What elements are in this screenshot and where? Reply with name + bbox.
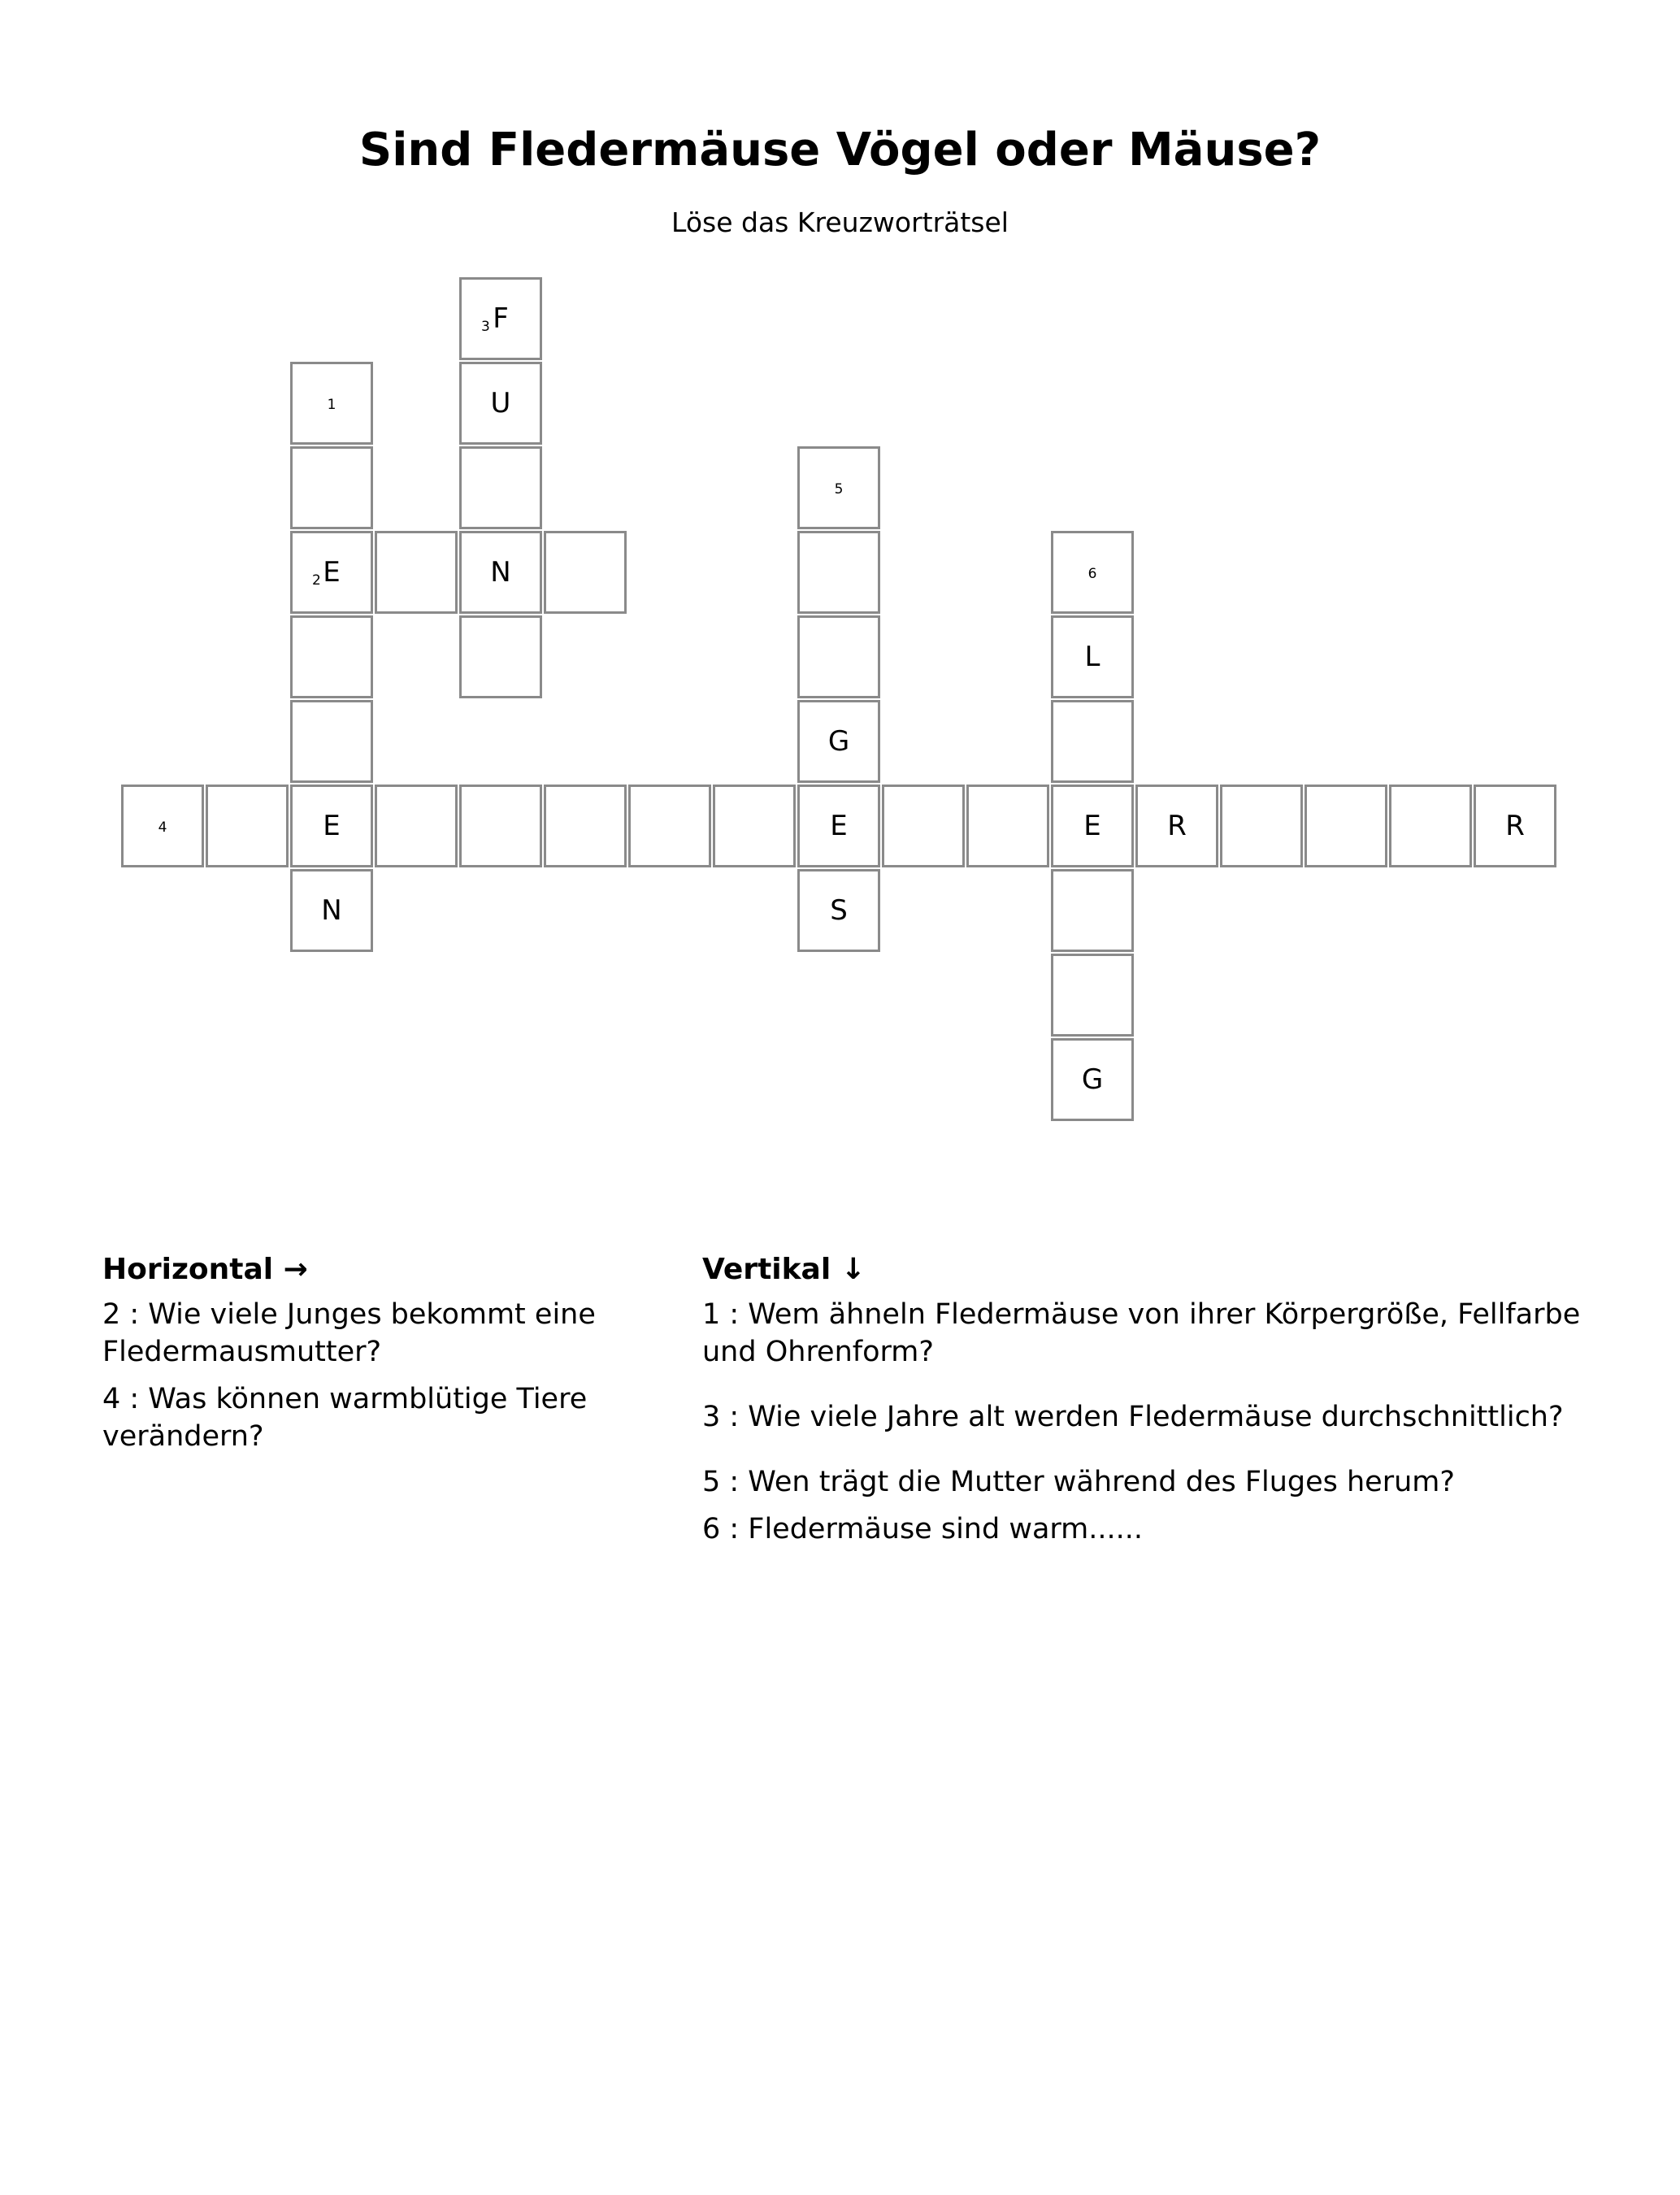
cell-letter: U [490, 387, 511, 419]
crossword-cell[interactable] [1051, 531, 1134, 614]
cell-letter: R [1505, 810, 1525, 842]
crossword-cell[interactable] [1051, 615, 1134, 698]
crossword-cell[interactable] [713, 785, 796, 867]
clue-horizontal-2: 2 : Wie viele Junges bekommt eine Fledermausmutter? [102, 1298, 596, 1368]
crossword-cell[interactable] [290, 362, 373, 445]
clue-number: 3 [481, 319, 490, 335]
cell-letter: E [323, 810, 341, 842]
crossword-cell[interactable] [1051, 785, 1134, 867]
clue-number: 1 [327, 397, 336, 413]
clue-vertical-5: 5 : Wen trägt die Mutter während des Fluges herum? [702, 1466, 1455, 1498]
crossword-cell[interactable] [1220, 785, 1303, 867]
crossword-cell[interactable] [882, 785, 965, 867]
crossword-cell[interactable] [1135, 785, 1218, 867]
cell-letter: G [827, 725, 850, 758]
crossword-cell[interactable] [459, 615, 542, 698]
crossword-cell[interactable] [459, 446, 542, 529]
crossword-cell[interactable] [544, 785, 627, 867]
cell-letter: E [1083, 810, 1101, 842]
page-title: Sind Fledermäuse Vögel oder Mäuse? [358, 124, 1322, 176]
cell-letter: F [493, 302, 509, 335]
crossword-cell[interactable] [459, 277, 542, 360]
crossword-cell[interactable] [1051, 954, 1134, 1037]
clue-horizontal-4: 4 : Was können warmblütige Tiere verändern? [102, 1383, 588, 1453]
crossword-cell[interactable] [966, 785, 1049, 867]
cell-letter: N [490, 556, 511, 589]
cell-letter: R [1167, 810, 1187, 842]
clue-number: 5 [834, 481, 844, 498]
crossword-cell[interactable] [1474, 785, 1556, 867]
crossword-cell[interactable] [206, 785, 289, 867]
crossword-cell[interactable] [797, 446, 880, 529]
cell-letter: E [323, 556, 341, 589]
crossword-cell[interactable] [628, 785, 711, 867]
crossword-cell[interactable] [797, 785, 880, 867]
crossword-cell[interactable] [375, 785, 458, 867]
crossword-cell[interactable] [797, 531, 880, 614]
vertical-clues [702, 1250, 1596, 1548]
crossword-cell[interactable] [290, 615, 373, 698]
clue-vertical-6: 6 : Fledermäuse sind warm...... [702, 1513, 1144, 1545]
crossword-cell[interactable] [290, 785, 373, 867]
page-subtitle: Löse das Kreuzworträtsel [671, 206, 1009, 238]
crossword-cell[interactable] [121, 785, 204, 867]
clue-number: 2 [312, 572, 321, 589]
vertical-heading: Vertikal ↓ [702, 1253, 866, 1286]
crossword-cell[interactable] [544, 531, 627, 614]
crossword-cell[interactable] [1051, 869, 1134, 952]
crossword-cell[interactable] [290, 700, 373, 783]
horizontal-heading: Horizontal → [102, 1253, 308, 1286]
crossword-cell[interactable] [459, 362, 542, 445]
crossword-cell[interactable] [1389, 785, 1472, 867]
crossword-cell[interactable] [375, 531, 458, 614]
crossword-cell[interactable] [459, 531, 542, 614]
crossword-cell[interactable] [1051, 1038, 1134, 1121]
crossword-cell[interactable] [290, 446, 373, 529]
clue-number: 6 [1087, 566, 1097, 582]
crossword-cell[interactable] [459, 785, 542, 867]
crossword-cell[interactable] [797, 615, 880, 698]
cell-letter: L [1084, 641, 1100, 673]
clue-vertical-3: 3 : Wie viele Jahre alt werden Fledermäuse durchschnittlich? [702, 1401, 1564, 1433]
crossword-cell[interactable] [797, 869, 880, 952]
crossword-cell[interactable] [290, 531, 373, 614]
clue-number: 4 [158, 819, 167, 836]
cell-letter: E [830, 810, 848, 842]
cell-letter: N [321, 894, 342, 927]
cell-letter: S [830, 894, 848, 927]
crossword-cell[interactable] [1051, 700, 1134, 783]
cell-letter: G [1081, 1063, 1104, 1096]
horizontal-clues [102, 1250, 623, 1465]
crossword-cell[interactable] [1304, 785, 1387, 867]
crossword-cell[interactable] [797, 700, 880, 783]
crossword-cell[interactable] [290, 869, 373, 952]
clue-vertical-1: 1 : Wem ähneln Fledermäuse von ihrer Körpergröße, Fellfarbe und Ohrenform? [702, 1298, 1581, 1368]
